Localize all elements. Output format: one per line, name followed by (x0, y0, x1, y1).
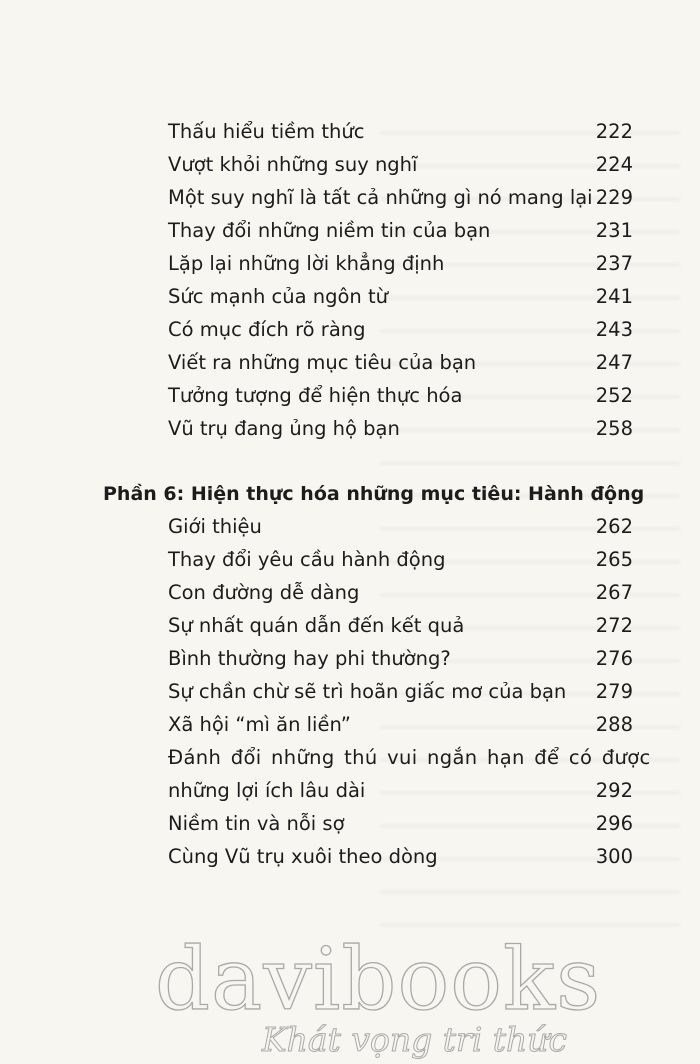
toc-entry[interactable] (168, 346, 633, 379)
toc-entry-title: Một suy nghĩ là tất cả những gì nó mang lại (168, 186, 593, 209)
toc-entry[interactable] (168, 247, 633, 280)
toc-entry-title: Niềm tin và nỗi sợ (168, 812, 345, 835)
toc-entry[interactable] (168, 576, 633, 609)
watermark-tagline: Khát vọng tri thức (262, 1020, 568, 1059)
toc-entry-title: Vũ trụ đang ủng hộ bạn (168, 417, 400, 440)
toc-entry-page: 258 (595, 417, 633, 440)
toc-entry[interactable] (168, 181, 633, 214)
toc-entry-title: Sự nhất quán dẫn đến kết quả (168, 614, 465, 637)
toc-entry[interactable] (168, 510, 633, 543)
toc-entry[interactable] (168, 675, 633, 708)
toc-entry[interactable] (168, 609, 633, 642)
toc-entry-page: 247 (595, 351, 633, 374)
toc-entry-page: 296 (595, 812, 633, 835)
toc-entry-page: 279 (595, 680, 633, 703)
toc-entry-page: 229 (595, 186, 633, 209)
toc-entry-title: Sự chần chừ sẽ trì hoãn giấc mơ của bạn (168, 680, 567, 703)
toc-entry-page: 224 (595, 153, 633, 176)
toc-entry-page: 267 (595, 581, 633, 604)
toc-entry-page: 241 (595, 285, 633, 308)
toc-entry[interactable] (168, 840, 633, 873)
toc-entry-title-line2: những lợi ích lâu dài (168, 779, 366, 802)
toc-entry[interactable] (168, 379, 633, 412)
toc-entry-line2 (168, 774, 633, 807)
toc-entry[interactable] (168, 115, 633, 148)
toc-entry-page: 265 (595, 548, 633, 571)
toc-entry-page: 300 (595, 845, 633, 868)
toc-entry-title: Con đường dễ dàng (168, 581, 360, 604)
toc-entry[interactable] (168, 280, 633, 313)
toc-entry-title: Thay đổi yêu cầu hành động (168, 548, 446, 571)
publisher-watermark (0, 930, 700, 1064)
toc-entry-page: 272 (595, 614, 633, 637)
toc-entry-title: Cùng Vũ trụ xuôi theo dòng (168, 845, 438, 868)
toc-entry[interactable] (168, 741, 651, 807)
toc-entry-page: 288 (595, 713, 633, 736)
toc-entry-page: 237 (595, 252, 633, 275)
toc-entry-title: Giới thiệu (168, 515, 262, 538)
toc-entry-title: Vượt khỏi những suy nghĩ (168, 153, 418, 176)
toc-entry[interactable] (168, 807, 633, 840)
toc-entry-page: 292 (595, 779, 633, 802)
toc-entry[interactable] (168, 642, 633, 675)
toc-entry-page: 243 (595, 318, 633, 341)
watermark-brand: davibooks (155, 930, 602, 1030)
toc-entry[interactable] (168, 148, 633, 181)
section-heading[interactable]: Phần 6: Hiện thực hóa những mục tiêu: Hành động (103, 483, 645, 505)
toc-entry-title: Có mục đích rõ ràng (168, 318, 366, 341)
toc-entry-title: Tưởng tượng để hiện thực hóa (168, 384, 463, 407)
toc-entry[interactable] (168, 412, 633, 445)
toc-entry-page: 252 (595, 384, 633, 407)
toc-entry-page: 222 (595, 120, 633, 143)
toc-entry[interactable] (168, 214, 633, 247)
toc-entry-title-line1: Đánh đổi những thú vui ngắn hạn để có được (168, 746, 651, 769)
toc-entry[interactable] (168, 708, 633, 741)
toc-entry-page: 262 (595, 515, 633, 538)
toc-entry-page: 231 (595, 219, 633, 242)
toc-entry-title: Thay đổi những niềm tin của bạn (168, 219, 491, 242)
toc-entry-title: Xã hội “mì ăn liền” (168, 713, 351, 736)
toc-entry-title: Thấu hiểu tiềm thức (168, 120, 365, 143)
toc-entry-title: Bình thường hay phi thường? (168, 647, 451, 670)
toc-entry-page: 276 (595, 647, 633, 670)
toc-entry-title: Sức mạnh của ngôn từ (168, 285, 388, 308)
toc-entry[interactable] (168, 543, 633, 576)
toc-entry-title: Viết ra những mục tiêu của bạn (168, 351, 477, 374)
toc-entry[interactable] (168, 313, 633, 346)
toc-entry-title: Lặp lại những lời khẳng định (168, 252, 445, 275)
